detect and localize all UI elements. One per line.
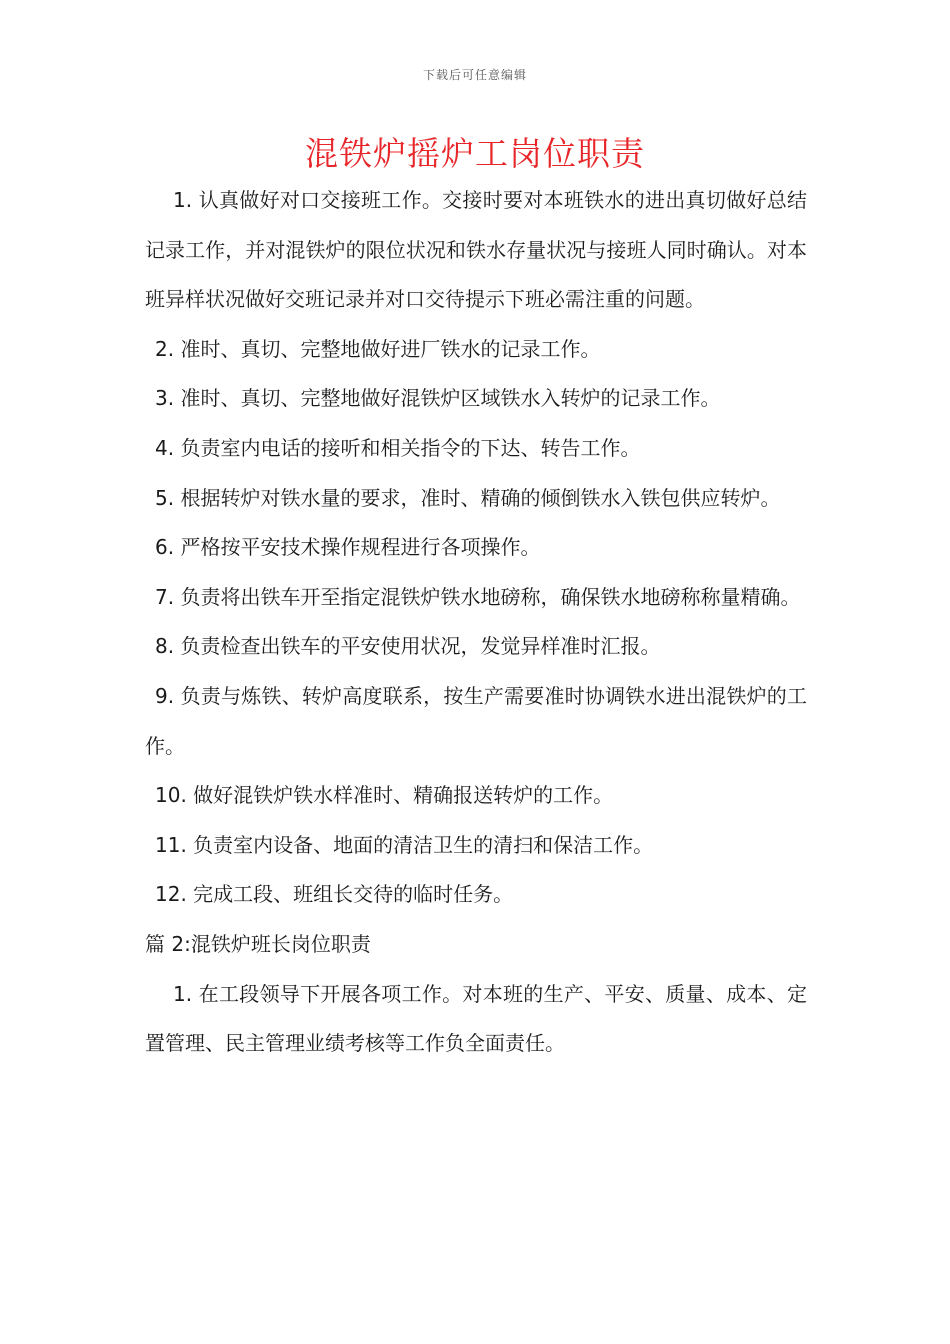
list-item-6: 6. 严格按平安技术操作规程进行各项操作。	[155, 535, 541, 560]
list-item-7: 7. 负责将出铁车开至指定混铁炉铁水地磅称，确保铁水地磅称称量精确。	[155, 584, 801, 609]
list-item-5: 5. 根据转炉对铁水量的要求，准时、精确的倾倒铁水入铁包供应转炉。	[155, 485, 781, 510]
list-item-4: 4. 负责室内电话的接听和相关指令的下达、转告工作。	[155, 435, 641, 460]
list-item-9: 9. 负责与炼铁、转炉高度联系，按生产需要准时协调铁水进出混铁炉的工作。	[145, 683, 807, 758]
list-item-12: 12. 完成工段、班组长交待的临时任务。	[155, 882, 514, 907]
list-item-3: 3. 准时、真切、完整地做好混铁炉区域铁水入转炉的记录工作。	[155, 386, 721, 411]
list-item-8: 8. 负责检查出铁车的平安使用状况，发觉异样准时汇报。	[155, 634, 661, 659]
document-title: 混铁炉摇炉工岗位职责	[305, 134, 645, 173]
section-2-item-1: 1. 在工段领导下开展各项工作。对本班的生产、平安、质量、成本、定置管理、民主管理业绩考核等工作负全面责任。	[145, 981, 807, 1056]
section-2-heading: 篇 2:混铁炉班长岗位职责	[145, 931, 371, 956]
page-header-note: 下载后可任意编辑	[422, 68, 527, 82]
list-item-1: 1. 认真做好对口交接班工作。交接时要对本班铁水的进出真切做好总结记录工作，并对混铁炉的限位状况和铁水存量状况与接班人同时确认。对本班异样状况做好交班记录并对口交待提示下班必需注重的问题。	[145, 188, 807, 312]
document-body	[145, 176, 807, 1069]
list-item-10: 10. 做好混铁炉铁水样准时、精确报送转炉的工作。	[155, 783, 614, 808]
list-item-11: 11. 负责室内设备、地面的清洁卫生的清扫和保洁工作。	[155, 832, 654, 857]
list-item-2: 2. 准时、真切、完整地做好进厂铁水的记录工作。	[155, 336, 601, 361]
